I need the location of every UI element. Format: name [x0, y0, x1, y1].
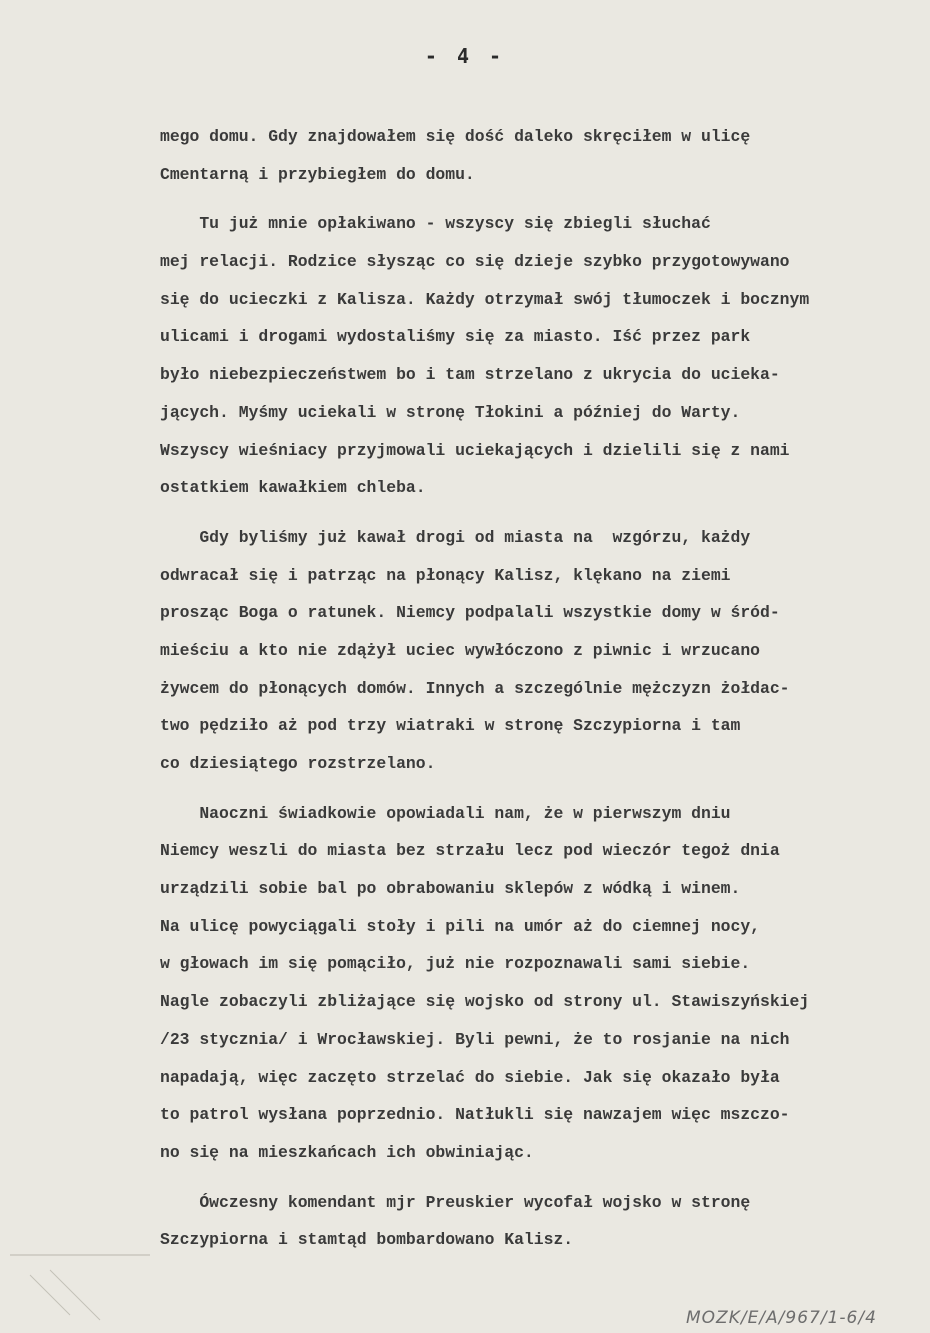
text-line: Cmentarną i przybiegłem do domu. — [160, 164, 475, 184]
text-line: Naoczni świadkowie opowiadali nam, że w pierwszym dniu — [160, 803, 731, 823]
page-number: - 4 - — [424, 44, 506, 68]
paragraph — [160, 795, 925, 1172]
text-line: /23 stycznia/ i Wrocławskiej. Byli pewni, że to rosjanie na nich — [160, 1029, 790, 1049]
paragraph — [160, 1184, 925, 1259]
text-line: Ówczesny komendant mjr Preuskier wycofał wojsko w stronę — [160, 1192, 751, 1212]
text-line: mego domu. Gdy znajdowałem się dość daleko skręciłem w ulicę — [160, 127, 751, 146]
text-line: w głowach im się pomąciło, już nie rozpoznawali sami siebie. — [160, 954, 751, 974]
text-line: żywcem do płonących domów. Innych a szczególnie mężczyzn żołdac- — [160, 678, 790, 698]
text-line: było niebezpieczeństwem bo i tam strzelano z ukrycia do ucieka- — [160, 365, 780, 385]
paragraph — [160, 205, 925, 507]
text-line: napadają, więc zaczęto strzelać do siebie. Jak się okazało była — [160, 1067, 780, 1087]
text-line: ulicami i drogami wydostaliśmy się za miasto. Iść przez park — [160, 327, 751, 347]
text-line: to patrol wysłana poprzednio. Natłukli się nawzajem więc mszczo- — [160, 1105, 790, 1125]
archive-signature: MOZK/E/A/967/1-6/4 — [686, 1308, 877, 1328]
text-line: urządzili sobie bal po obrabowaniu sklepów z wódką i winem. — [160, 879, 741, 899]
text-line: Na ulicę powyciągali stoły i pili na umór aż do ciemnej nocy, — [160, 916, 760, 936]
text-line: Niemcy weszli do miasta bez strzału lecz pod wieczór tegoż dnia — [160, 841, 780, 861]
body-text — [160, 118, 925, 1259]
text-line: Tu już mnie opłakiwano - wszyscy się zbiegli słuchać — [160, 214, 711, 234]
text-line: Szczypiorna i stamtąd bombardowano Kalisz. — [160, 1230, 574, 1250]
text-line: Wszyscy wieśniacy przyjmowali uciekających i dzielili się z nami — [160, 440, 790, 460]
text-line: ostatkiem kawałkiem chleba. — [160, 478, 426, 498]
text-line: no się na mieszkańcach ich obwiniając. — [160, 1142, 534, 1162]
text-line: się do ucieczki z Kalisza. Każdy otrzymał swój tłumoczek i bocznym — [160, 289, 810, 309]
text-line: odwracał się i patrząc na płonący Kalisz, klękano na ziemi — [160, 565, 731, 585]
text-line: jących. Myśmy uciekali w stronę Tłokini a później do Warty. — [160, 402, 741, 422]
text-line: prosząc Boga o ratunek. Niemcy podpalali wszystkie domy w śród- — [160, 603, 780, 623]
text-line: mej relacji. Rodzice słysząc co się dzieje szybko przygotowywano — [160, 252, 790, 272]
text-line: two pędziło aż pod trzy wiatraki w stronę Szczypiorna i tam — [160, 716, 741, 736]
text-line: mieściu a kto nie zdążył uciec wywłóczono z piwnic i wrzucano — [160, 640, 760, 660]
text-line: Gdy byliśmy już kawał drogi od miasta na wzgórzu, każdy — [160, 527, 751, 547]
text-line: Nagle zobaczyli zbliżające się wojsko od strony ul. Stawiszyńskiej — [160, 992, 810, 1012]
paragraph — [160, 118, 925, 193]
pencil-marks-decoration — [10, 1245, 160, 1325]
text-line: co dziesiątego rozstrzelano. — [160, 754, 436, 773]
paragraph — [160, 519, 925, 783]
